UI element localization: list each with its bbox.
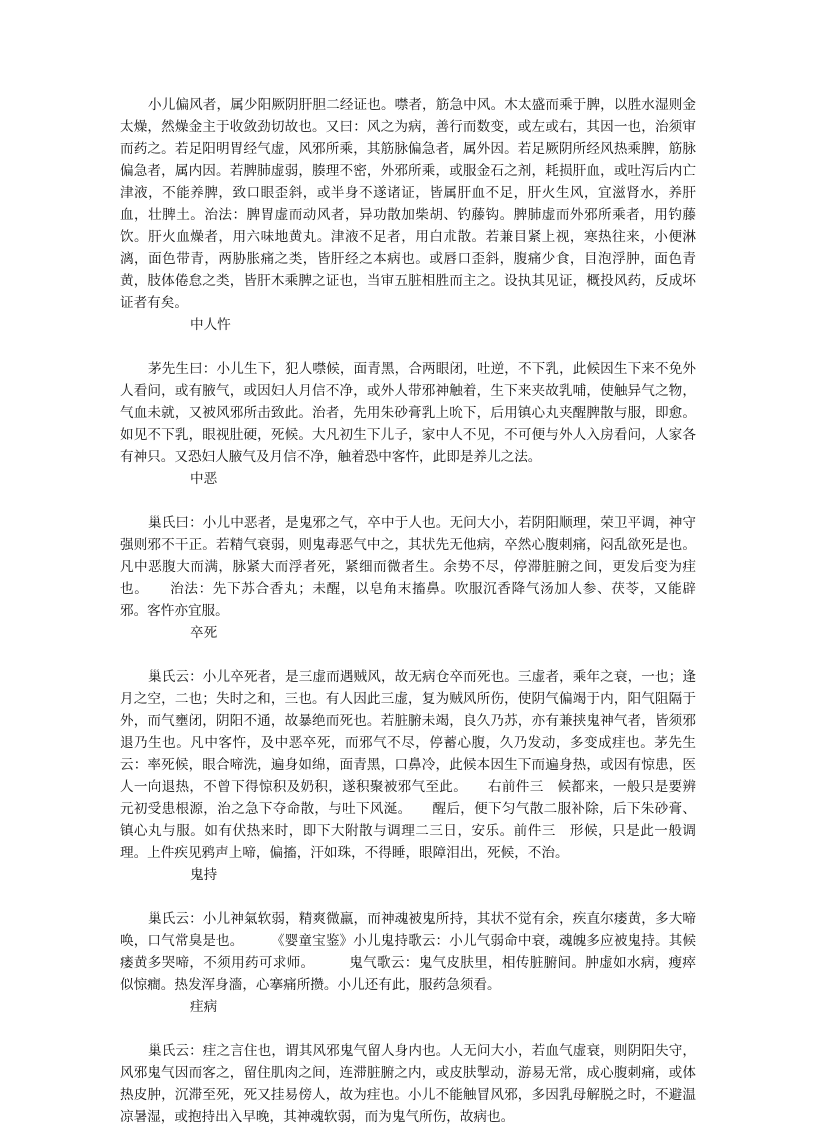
heading-zhu-bing: 疰病 xyxy=(190,999,218,1015)
paragraph-zhong-e: 巢氏曰：小儿中恶者，是鬼邪之气，卒中于人也。无问大小，若阴阳顺理，荣卫平调，神守强则邪不干正。若精气衰弱，则鬼毒恶气中之，其状先无他病，卒然心腹刺痛，闷乱欲死是也。凡中恶腹大而满，脉紧大而浮者死，紧细而微者生。余势不尽，停滞脏腑之间，更发后变为疰也。 治法：先下苏合香丸；未醒，以皂角末搐鼻。吹服沉香降气汤加人参、茯苓，又能辟邪。客忤亦宜服。 xyxy=(120,515,696,619)
heading-gui-chi: 鬼持 xyxy=(190,867,218,883)
heading-zhong-e: 中恶 xyxy=(190,471,218,487)
paragraph-gui-chi: 巢氏云：小儿神氣软弱，精爽微羸，而神魂被鬼所持，其状不觉有余，疾直尔瘘黄，多大啼唤，口气常臭是也。 《婴童宝鉴》小儿鬼持歌云：小儿气弱命中衰，魂魄多应被鬼持。其候瘘黄多哭啼，不须用药可求师。 鬼气歌云：鬼气皮肤里，相传脏腑间。肿虚如水病，瘦瘁似惊癎。热发浑身濇，心搴痛所攒。小儿还有此，服药急须看。 xyxy=(120,911,696,993)
heading-cu-si: 卒死 xyxy=(190,625,218,641)
paragraph-zhong-ren-wu: 茅先生曰：小儿生下，犯人噤候，面青黑，合两眼闭，吐逆，不下乳，此候因生下来不免外人看问，或有腋气，或因妇人月信不净，或外人带邪神触着，生下来夹故乳哺，使触异气之物，气血未就，又被风邪所击致此。治者，先用朱砂膏乳上吮下，后用镇心丸夹醒脾散与服，即愈。如见不下乳，眼视肚硬，死候。大凡初生下儿子，家中人不见，不可便与外人入房看问，人家各有神只。又恐妇人腋气及月信不净，触着恐中客忤，此即是养儿之法。 xyxy=(120,361,696,465)
paragraph-zhu-bing: 巢氏云：疰之言住也，谓其风邪鬼气留人身内也。人无问大小，若血气虚衰，则阴阳失守，风邪鬼气因而客之，留住肌肉之间，连滞脏腑之内，或皮肤掣动，游易无常，成心腹刺痛，或体热皮肿，沉滞至死，死又挂易傍人，故为疰也。小儿不能触冒风邪，多因乳母解脱之时，不避温凉暑湿，或抱持出入早晚，其神魂软弱，而为鬼气所伤，故病也。 xyxy=(120,1043,696,1125)
paragraph-cu-si: 巢氏云：小儿卒死者，是三虚而遇贼风，故无病仓卒而死也。三虚者，乘年之衰，一也；逢月之空，二也；失时之和，三也。有人因此三虚，复为贼风所伤，使阴气偏竭于内，阳气阻隔于外，而气壅闭，阴阳不通，故暴绝而死也。若脏腑未竭，良久乃苏，亦有兼挟鬼神气者，皆须邪退乃生也。凡中客忤，及中恶卒死，而邪气不尽，停蓄心腹，久乃发动，多变成疰也。茅先生云：率死候，眼合啼洗，遍身如绵，面青黑，口鼻冷，此候本因生下而遍身热，或因有惊患，医人一向退热，不曾下得惊积及奶积，遂积聚被邪气至此。 右前件三 候都来，一般只是要辨元初受患根源，治之急下夺命散，与吐下风涎。 醒后，便下匀气散二服补除，后下朱砂膏、镇心丸与服。如有伏热来时，即下大附散与调理二三日，安乐。前件三 形候，只是此一般调理。上件疾见鸦声上啼，偏搐，汗如珠，不得睡，眼障泪出，死候，不治。 xyxy=(120,669,696,861)
paragraph-pian-feng: 小儿偏风者，属少阳厥阴肝胆二经证也。噤者，筋急中风。木太盛而乘于脾，以胜水湿则金太燥，然燥金主于收敛劲切故也。又曰：风之为病，善行而数变，或左或右，其因一也，治须审而药之。若足阳明胃经气虚，风邪所乘，其筋脉偏急者，属外因。若足厥阴所经风热乘脾，筋脉偏急者，属内因。若脾肺虚弱，腠理不密，外邪所乘，或服金石之剂，耗损肝血，或吐泻后内亡津液，不能养脾，致口眼歪斜，或半身不遂诸证，皆属肝血不足，肝火生风，宜滋肾水，养肝血，壮脾土。治法：脾胃虚而动风者，异功散加柴胡、钓藤钩。脾肺虚而外邪所乘者，用钓藤饮。肝火血燥者，用六味地黄丸。津液不足者，用白朮散。若兼目紧上视，寒热往来，小便淋漓，面色带青，两胁胀痛之类，皆肝经之本病也。或唇口歪斜，腹痛少食，目泡浮肿，面色青黄，肢体倦怠之类，皆肝木乘脾之证也，当审五脏相胜而主之。设执其见证，概投风药，反成坏证者有矣。 xyxy=(120,97,696,311)
heading-zhong-ren-wu: 中人忤 xyxy=(190,317,231,333)
